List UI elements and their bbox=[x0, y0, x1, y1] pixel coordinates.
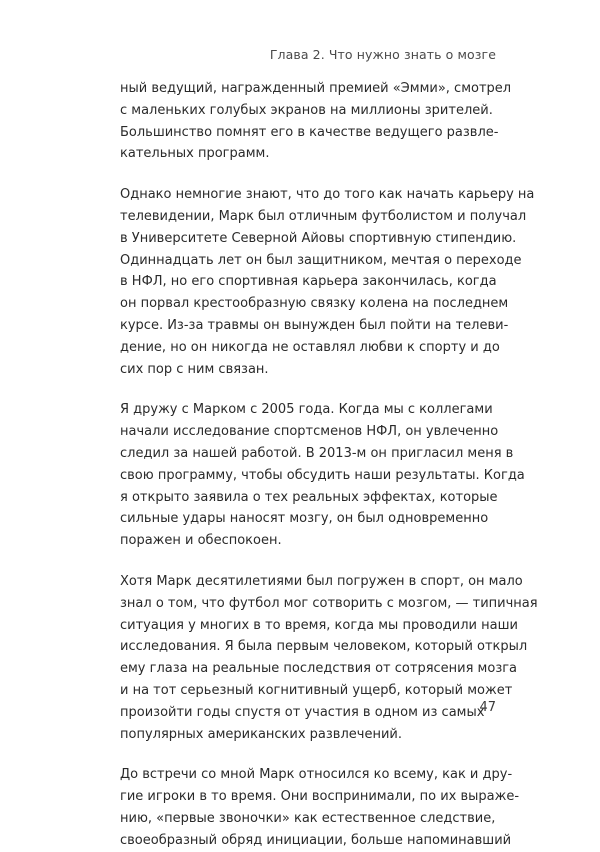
page-number: 47 bbox=[479, 700, 496, 715]
text-line: в Университете Северной Айовы спортивную стипендию. bbox=[120, 230, 517, 246]
text-line: своеобразный обряд инициации, больше напоминавший bbox=[120, 832, 512, 848]
text-line: сих пор с ним связан. bbox=[120, 361, 269, 377]
paragraph bbox=[120, 764, 520, 851]
text-line: начали исследование спортсменов НФЛ, он увлеченно bbox=[120, 424, 499, 440]
text-line: До встречи со мной Марк относился ко всему, как и дру- bbox=[120, 767, 513, 783]
text-line: нию, «первые звоночки» как естественное следствие, bbox=[120, 810, 496, 826]
text-line: Одиннадцать лет он был защитником, мечтая о переходе bbox=[120, 252, 522, 268]
text-line: Я дружу с Марком с 2005 года. Когда мы с коллегами bbox=[120, 402, 493, 418]
text-line: сильные удары наносят мозгу, он был одновременно bbox=[120, 511, 489, 527]
text-line: популярных американских развлечений. bbox=[120, 726, 402, 742]
text-line: исследования. Я была первым человеком, который открыл bbox=[120, 639, 528, 655]
text-line: я открыто заявила о тех реальных эффектах, которые bbox=[120, 489, 498, 505]
text-line: он порвал крестообразную связку колена на последнем bbox=[120, 296, 509, 312]
text-line: Однако немногие знают, что до того как начать карьеру на bbox=[120, 187, 535, 203]
text-line: и на тот серьезный когнитивный ущерб, который может bbox=[120, 682, 513, 698]
text-line: курсе. Из-за травмы он вынужден был пойти на телеви- bbox=[120, 317, 509, 333]
text-line: в НФЛ, но его спортивная карьера закончилась, когда bbox=[120, 274, 497, 290]
text-line: знал о том, что футбол мог сотворить с мозгом, — типичная bbox=[120, 595, 538, 611]
paragraph bbox=[120, 399, 525, 552]
text-line: свою программу, чтобы обсудить наши результаты. Когда bbox=[120, 467, 525, 483]
paragraph bbox=[120, 78, 512, 165]
text-line: Большинство помнят его в качестве ведущего развле- bbox=[120, 124, 499, 140]
text-line: произойти годы спустя от участия в одном из самых bbox=[120, 704, 485, 720]
text-line: гие игроки в то время. Они воспринимали, по их выраже- bbox=[120, 789, 520, 805]
text-line: телевидении, Марк был отличным футболистом и получал bbox=[120, 208, 527, 224]
text-line: ситуация у многих в то время, когда мы проводили наши bbox=[120, 617, 518, 633]
text-line: ему глаза на реальные последствия от сотрясения мозга bbox=[120, 661, 518, 677]
text-line: Хотя Марк десятилетиями был погружен в спорт, он мало bbox=[120, 573, 523, 589]
running-header: Глава 2. Что нужно знать о мозге bbox=[269, 47, 496, 62]
text-line: кательных программ. bbox=[120, 146, 270, 162]
paragraph bbox=[120, 184, 535, 380]
text-line: с маленьких голубых экранов на миллионы зрителей. bbox=[120, 102, 493, 118]
text-line: дение, но он никогда не оставлял любви к спорту и до bbox=[120, 339, 500, 355]
text-line: поражен и обеспокоен. bbox=[120, 533, 282, 549]
text-line: следил за нашей работой. В 2013-м он пригласил меня в bbox=[120, 445, 514, 461]
text-line: ный ведущий, награжденный премией «Эмми», смотрел bbox=[120, 81, 512, 96]
